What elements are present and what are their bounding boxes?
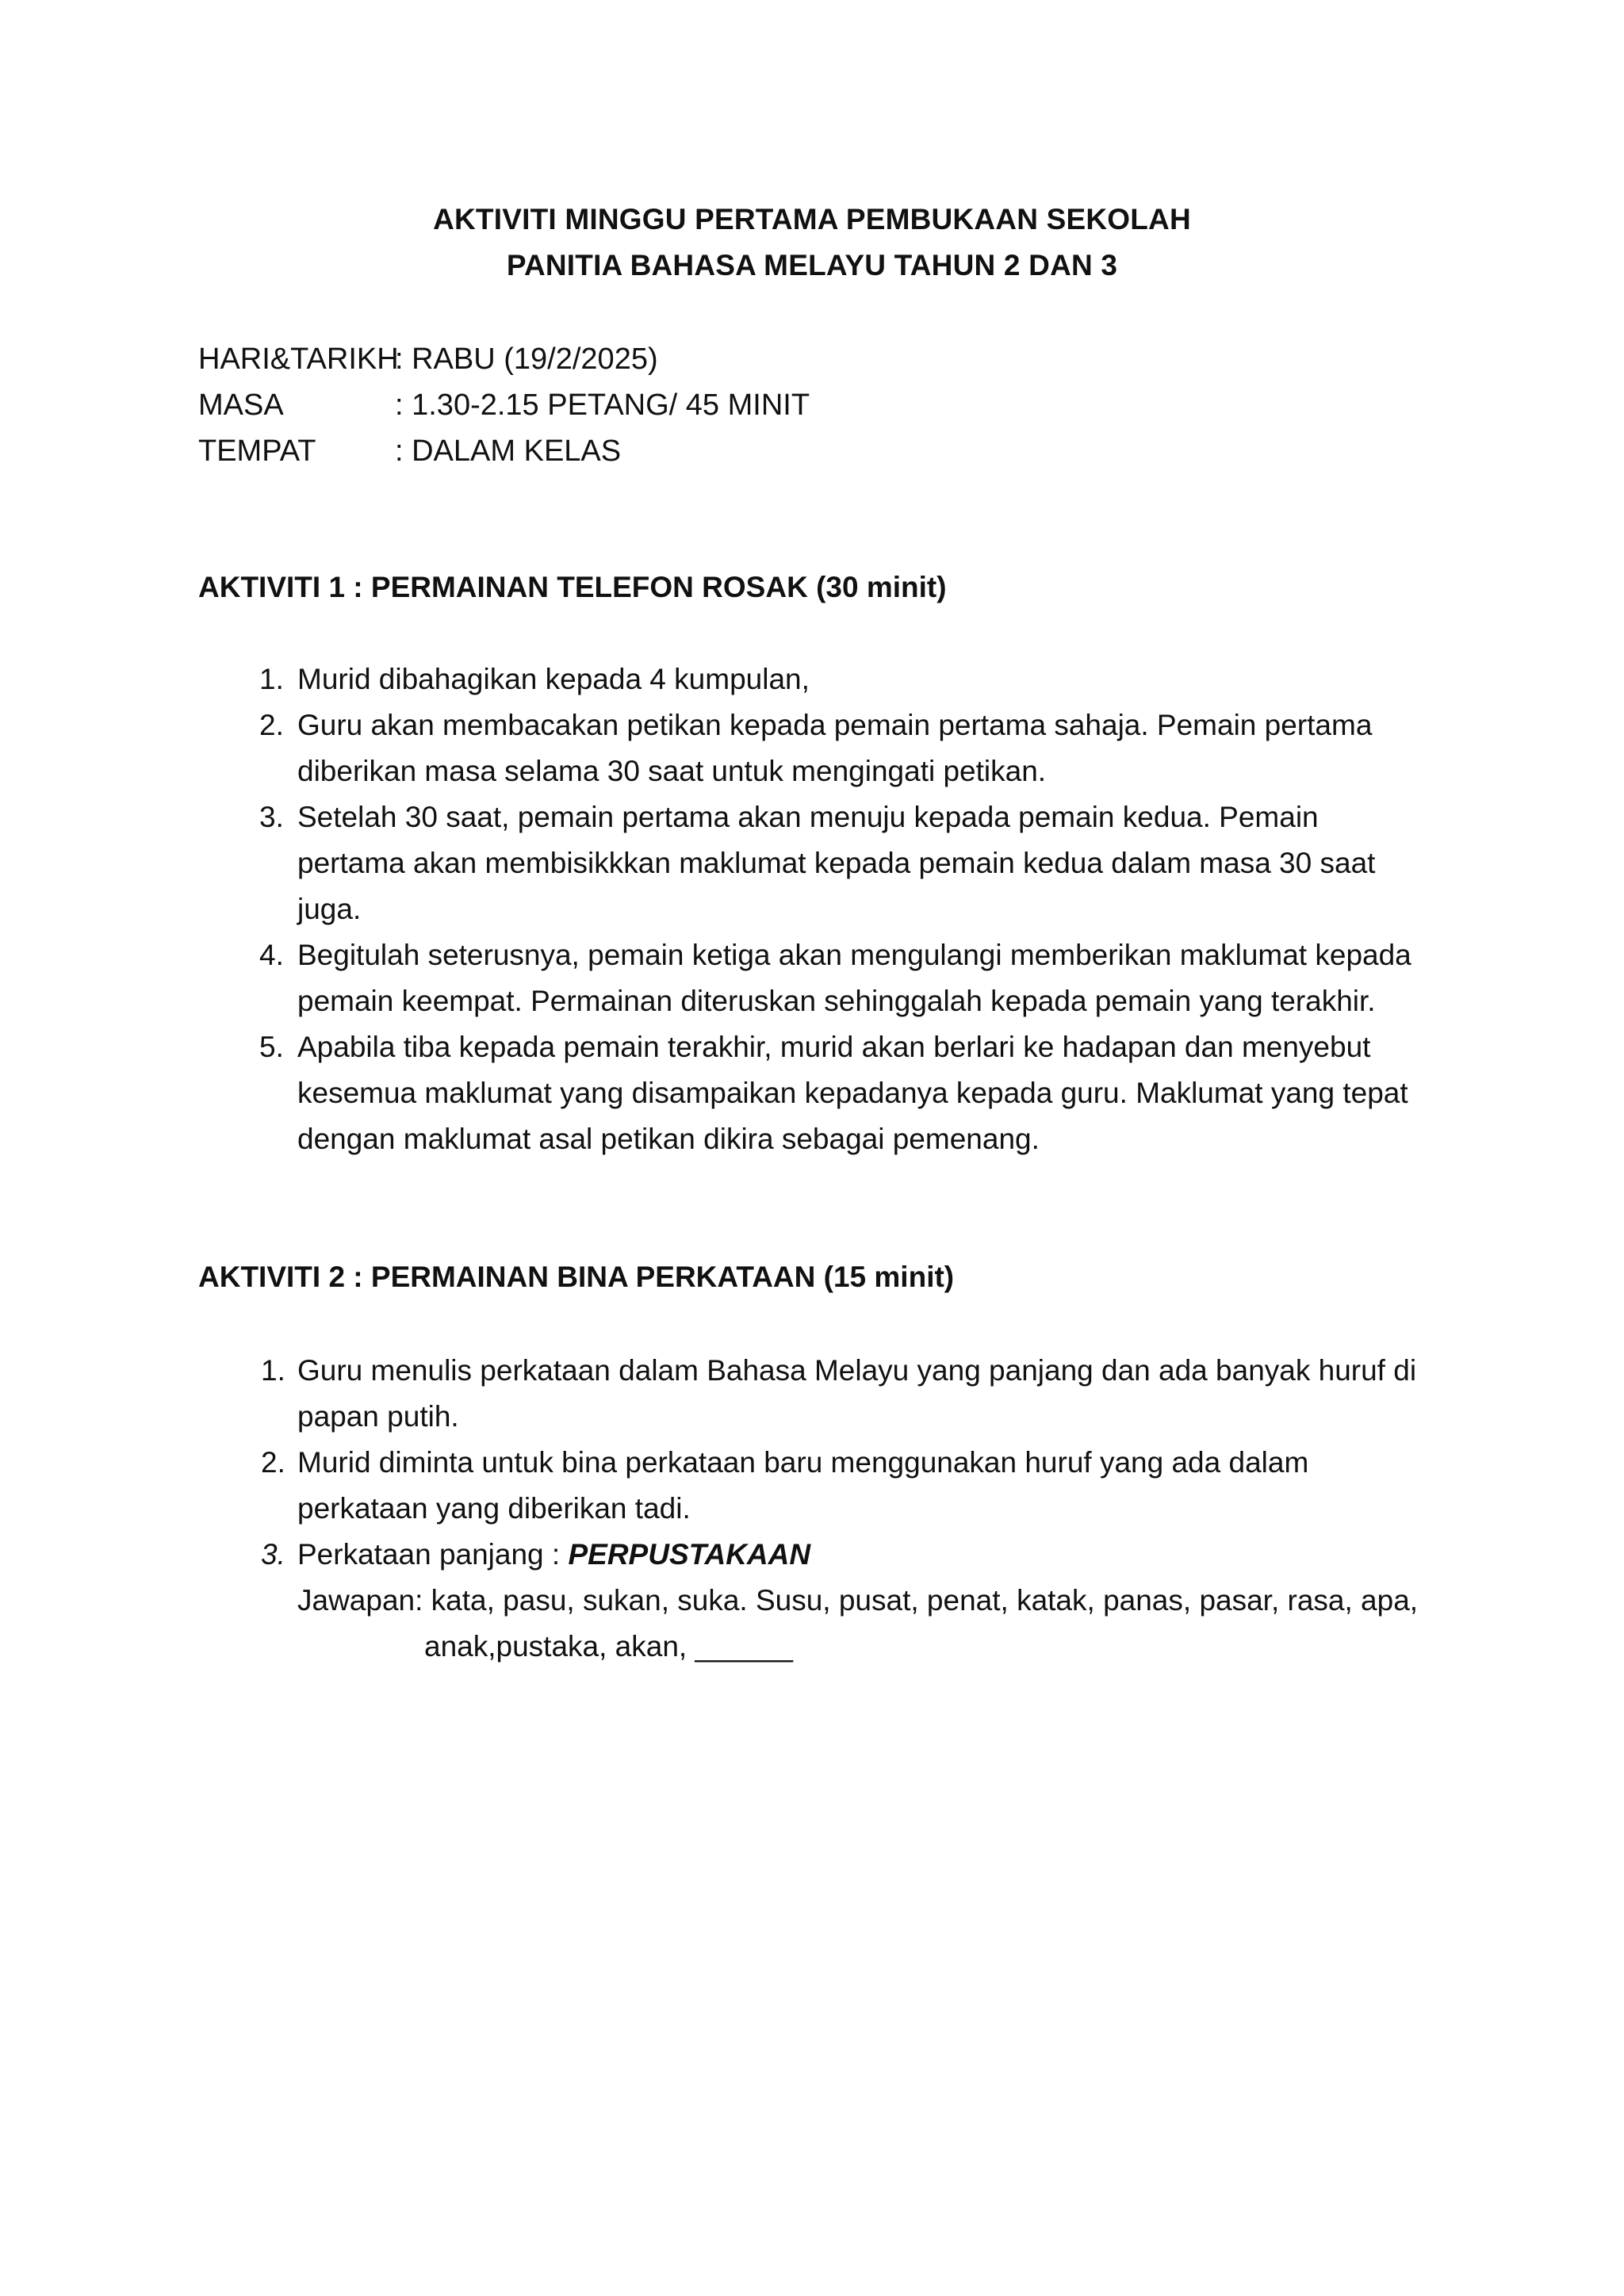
event-details [198, 336, 810, 474]
step-number: 3. [259, 801, 284, 833]
place-label: TEMPAT [198, 434, 316, 468]
title-line-2: PANITIA BAHASA MELAYU TAHUN 2 DAN 3 [506, 249, 1118, 281]
answer-line-2: anak,pustaka, akan, ______ [424, 1630, 793, 1663]
step-number: 5. [259, 1031, 284, 1063]
list-item [198, 656, 1467, 702]
step-text-line: Setelah 30 saat, pemain pertama akan menuju kepada pemain kedua. Pemain [297, 801, 1319, 833]
list-item [198, 794, 1467, 932]
step-text-line: Guru menulis perkataan dalam Bahasa Melayu yang panjang dan ada banyak huruf di [297, 1354, 1417, 1387]
step-number: 1. [259, 663, 284, 695]
date-row [198, 336, 810, 382]
list-item [198, 1440, 1467, 1532]
step-text-line: kesemua maklumat yang disampaikan kepadanya kepada guru. Maklumat yang tepat [297, 1077, 1408, 1109]
step-text-line: pemain keempat. Permainan diteruskan sehinggalah kepada pemain yang terakhir. [297, 985, 1376, 1017]
step-text-line: perkataan yang diberikan tadi. [297, 1492, 691, 1525]
step-text-line: diberikan masa selama 30 saat untuk mengingati petikan. [297, 755, 1047, 787]
date-value: : RABU (19/2/2025) [395, 342, 658, 376]
step-number: 1. [261, 1354, 285, 1387]
step-text-line: papan putih. [297, 1400, 459, 1433]
step-text-line: Guru akan membacakan petikan kepada pemain pertama sahaja. Pemain pertama [297, 709, 1373, 741]
step-number: 4. [259, 939, 284, 971]
activity-1-heading: AKTIVITI 1 : PERMAINAN TELEFON ROSAK (30 minit) [198, 571, 947, 603]
step-text-line: Apabila tiba kepada pemain terakhir, murid akan berlari ke hadapan dan menyebut [297, 1031, 1371, 1063]
step-text-line: Murid dibahagikan kepada 4 kumpulan, [297, 663, 810, 695]
list-item [198, 1024, 1467, 1162]
document-title [0, 197, 1624, 289]
step-text-line: pertama akan membisikkkan maklumat kepada pemain kedua dalam masa 30 saat [297, 847, 1376, 879]
time-label: MASA [198, 388, 284, 422]
list-item [198, 1348, 1467, 1440]
long-word: PERPUSTAKAAN [568, 1538, 811, 1571]
step-text-line: Begitulah seterusnya, pemain ketiga akan mengulangi memberikan maklumat kepada [297, 939, 1411, 971]
date-label: HARI&TARIKH [198, 342, 399, 376]
answer-line-1: Jawapan: kata, pasu, sukan, suka. Susu, pusat, penat, katak, panas, pasar, rasa, apa, [297, 1584, 1419, 1617]
activity-2-steps [198, 1348, 1467, 1670]
long-word-prefix: Perkataan panjang : [297, 1538, 569, 1571]
title-line-1: AKTIVITI MINGGU PERTAMA PEMBUKAAN SEKOLAH [433, 203, 1191, 235]
time-row [198, 382, 810, 428]
list-item [198, 702, 1467, 794]
place-row [198, 428, 810, 474]
activity-2-heading: AKTIVITI 2 : PERMAINAN BINA PERKATAAN (15 minit) [198, 1261, 955, 1293]
step-number: 2. [261, 1446, 285, 1479]
step-number: 2. [259, 709, 284, 741]
place-value: : DALAM KELAS [395, 434, 622, 468]
time-value: : 1.30-2.15 PETANG/ 45 MINIT [395, 388, 810, 422]
list-item [198, 932, 1467, 1024]
step-text-line: dengan maklumat asal petikan dikira sebagai pemenang. [297, 1123, 1040, 1155]
list-item [198, 1532, 1467, 1670]
long-word-line [297, 1532, 1467, 1578]
activity-1-steps [198, 656, 1467, 1162]
step-text-line: Murid diminta untuk bina perkataan baru menggunakan huruf yang ada dalam [297, 1446, 1309, 1479]
step-number: 3. [261, 1538, 285, 1571]
step-text-line: juga. [297, 893, 362, 925]
